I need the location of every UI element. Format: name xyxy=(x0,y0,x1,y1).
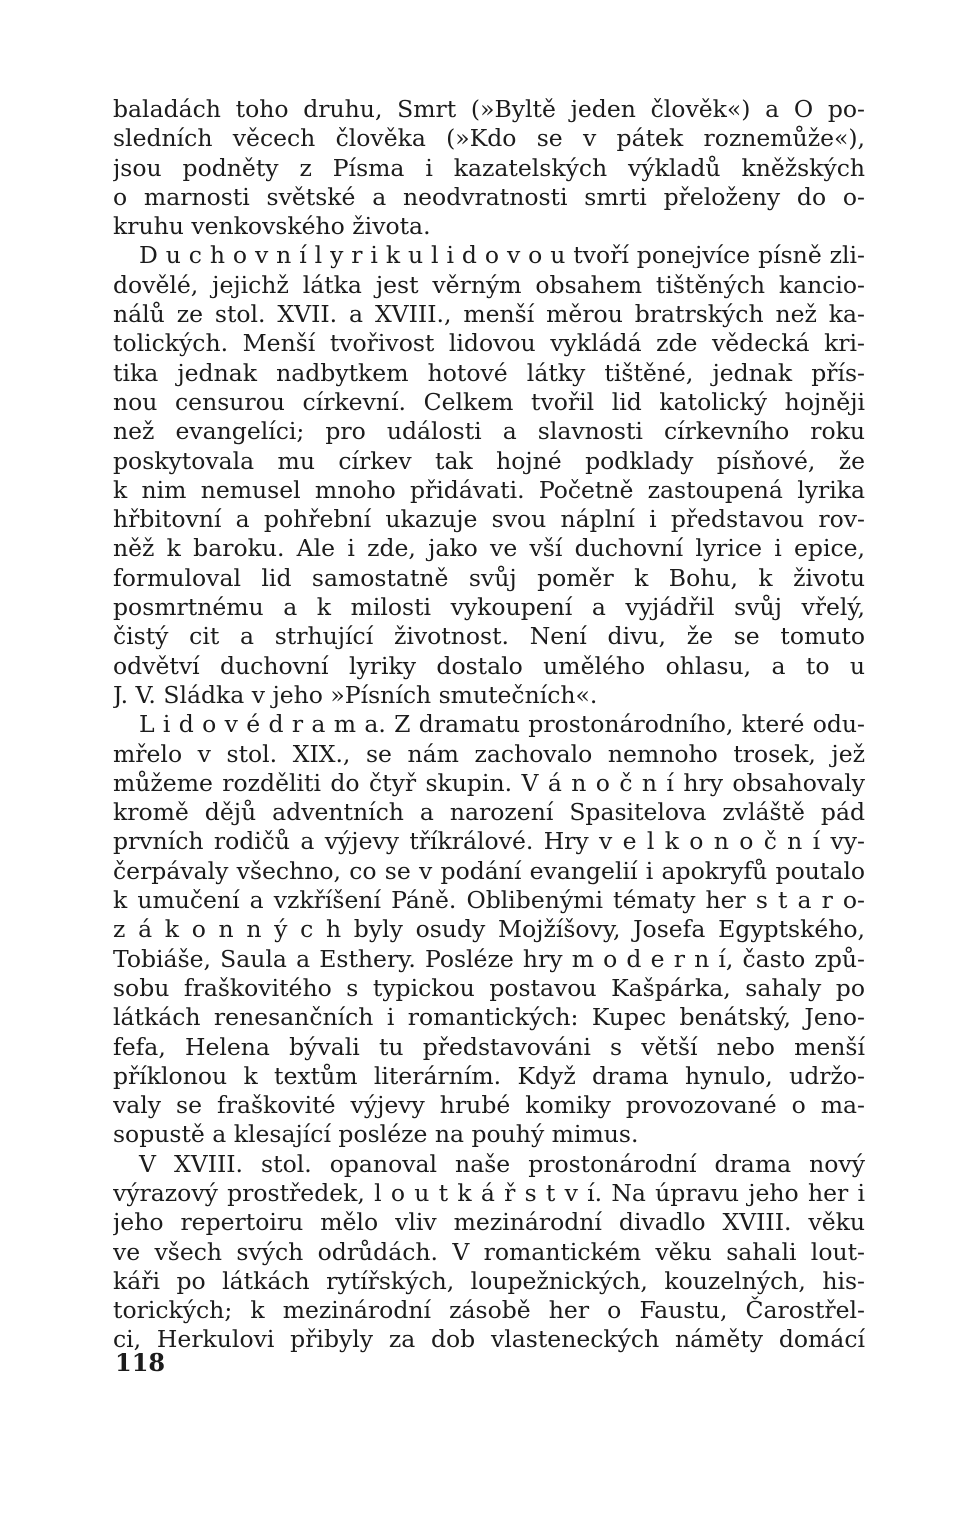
text-line: fefa, Helena bývali tu představováni s větší nebo menší xyxy=(113,1032,865,1061)
text-line: z á k o n n ý c h byly osudy Mojžíšovy, Josefa Egyptského, xyxy=(113,915,865,944)
text-line: káři po látkách rytířských, loupežnických, kouzelných, his- xyxy=(113,1266,865,1295)
text-body xyxy=(113,95,865,1355)
text-line: čistý cit a strhující životnost. Není divu, že se tomuto xyxy=(113,622,865,651)
text-line: kruhu venkovského života. xyxy=(113,212,431,241)
text-line: jeho repertoiru mělo vliv mezinárodní divadlo XVIII. věku xyxy=(113,1208,865,1237)
text-line: V XVIII. stol. opanoval naše prostonárodní drama nový xyxy=(139,1149,865,1178)
text-line: poskytovala mu církev tak hojné podklady písňové, že xyxy=(113,446,865,475)
text-line: torických; k mezinárodní zásobě her o Faustu, Čarostřel- xyxy=(113,1296,865,1325)
text-line: sopustě a klesající posléze na pouhý mimus. xyxy=(113,1120,639,1149)
text-line: formuloval lid samostatně svůj poměr k Bohu, k životu xyxy=(113,563,865,592)
text-line: L i d o v é d r a m a. Z dramatu prostonárodního, které odu- xyxy=(139,710,865,739)
text-line: kromě dějů adventních a narození Spasitelova zvláště pád xyxy=(113,798,865,827)
text-line: D u c h o v n í l y r i k u l i d o v o u tvoří ponejvíce písně zli- xyxy=(139,241,865,270)
text-line: J. V. Sládka v jeho »Písních smutečních«. xyxy=(113,680,598,709)
text-line: posmrtnému a k milosti vykoupení a vyjádřil svůj vřelý, xyxy=(113,593,865,622)
text-line: k umučení a vzkříšení Páně. Oblibenými tématy her s t a r o- xyxy=(113,886,865,915)
text-line: než evangelíci; pro události a slavnosti církevního roku xyxy=(113,417,865,446)
text-line: tolických. Menší tvořivost lidovou vykládá zde vědecká kri- xyxy=(113,329,865,358)
text-line: prvních rodičů a výjevy tříkrálové. Hry v e l k o n o č n í vy- xyxy=(113,827,865,856)
text-line: baladách toho druhu, Smrt (»Byltě jeden člověk«) a O po- xyxy=(113,95,865,123)
text-line: mřelo v stol. XIX., se nám zachovalo nemnoho trosek, jež xyxy=(113,739,865,768)
text-line: nálů ze stol. XVII. a XVIII., menší měrou bratrských než ka- xyxy=(113,300,865,329)
text-line: něž k baroku. Ale i zde, jako ve vší duchovní lyrice i epice, xyxy=(113,534,865,563)
text-line: látkách renesančních i romantických: Kupec benátský, Jeno- xyxy=(113,1003,865,1032)
text-line: výrazový prostředek, l o u t k á ř s t v í. Na úpravu jeho her i xyxy=(113,1178,865,1207)
text-line: Tobiáše, Saula a Esthery. Posléze hry m o d e r n í, často způ- xyxy=(113,944,865,973)
text-line: o marnosti světské a neodvratnosti smrti přeloženy do o- xyxy=(113,182,865,211)
text-line: jsou podněty z Písma i kazatelských výkladů kněžských xyxy=(113,153,865,182)
text-line: nou censurou církevní. Celkem tvořil lid katolický hojněji xyxy=(113,387,865,416)
text-line: sledních věcech člověka (»Kdo se v pátek roznemůže«), xyxy=(113,124,865,153)
text-line: čerpávaly všechno, co se v podání evangelií i apokryfů poutalo xyxy=(113,856,865,885)
text-line: ve všech svých odrůdách. V romantickém věku sahali lout- xyxy=(113,1237,865,1266)
text-line: ci, Herkulovi přibyly za dob vlasteneckých náměty domácí xyxy=(113,1325,865,1354)
text-line: sobu fraškovitého s typickou postavou Kašpárka, sahaly po xyxy=(113,973,865,1002)
text-line: valy se fraškovité výjevy hrubé komiky provozované o ma- xyxy=(113,1091,865,1120)
text-line: tika jednak nadbytkem hotové látky tištěné, jednak přís- xyxy=(113,358,865,387)
page-number: 118 xyxy=(115,1348,166,1377)
text-line: hřbitovní a pohřební ukazuje svou náplní i představou rov- xyxy=(113,505,865,534)
text-line: k nim nemusel mnoho přidávati. Početně zastoupená lyrika xyxy=(113,475,865,504)
text-line: příklonou k textům literárním. Když drama hynulo, udržo- xyxy=(113,1061,865,1090)
text-line: můžeme rozděliti do čtyř skupin. V á n o č n í hry obsahovaly xyxy=(113,768,865,797)
text-line: odvětví duchovní lyriky dostalo umělého ohlasu, a to u xyxy=(113,651,865,680)
text-line: dovělé, jejichž látka jest věrným obsahem tištěných kancio- xyxy=(113,270,865,299)
